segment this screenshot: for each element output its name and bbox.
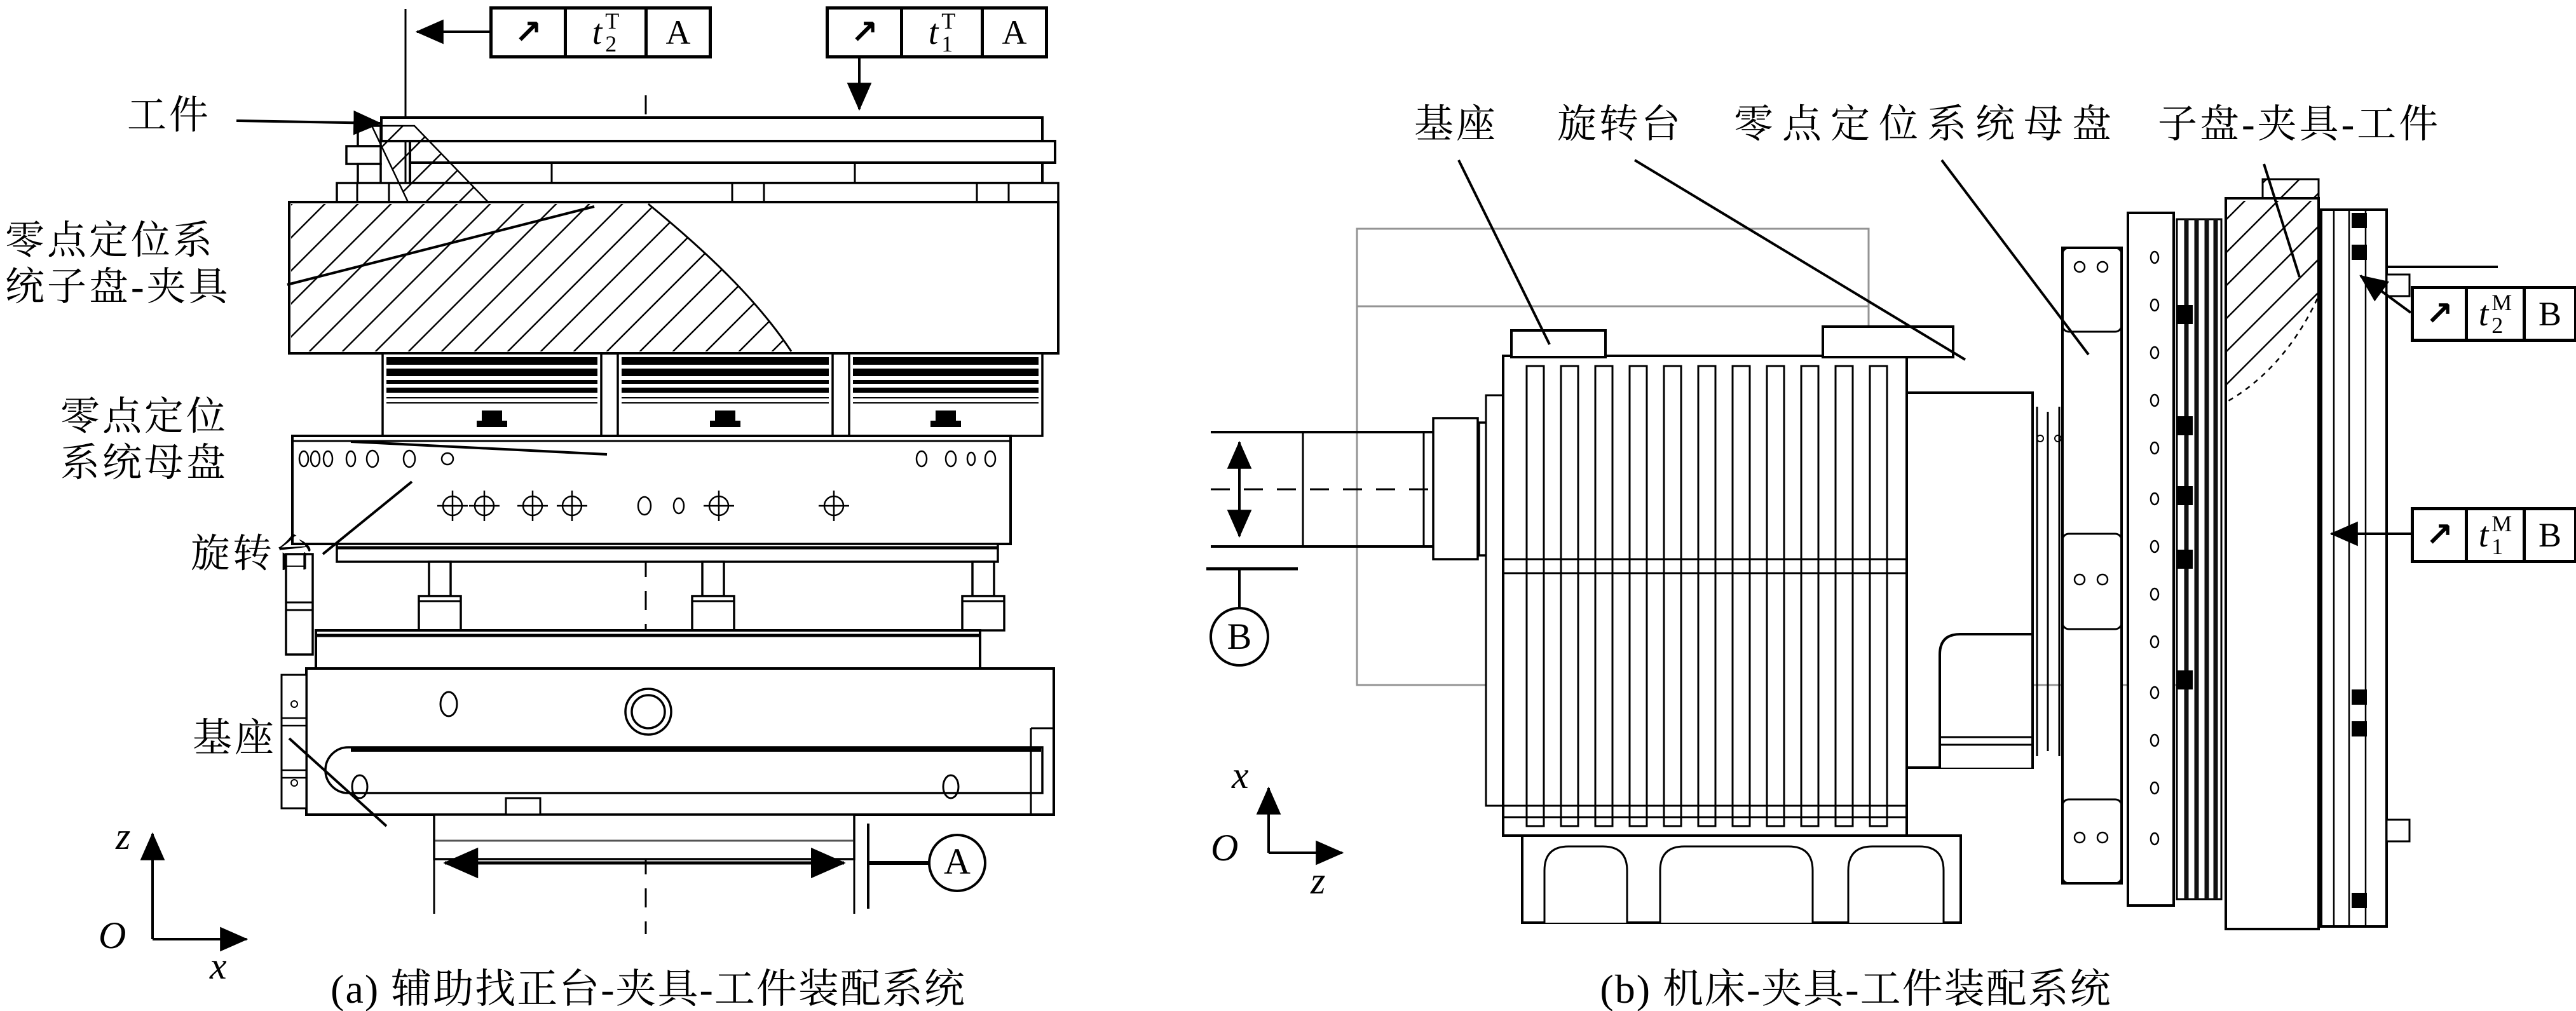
tolerance-t2M xyxy=(2468,289,2526,339)
tolerance-subscript: 1 xyxy=(2491,534,2504,559)
axis-z-label-b: z xyxy=(1311,860,1326,902)
axis-x-label-b: x xyxy=(1232,754,1249,796)
datum-label-B: B xyxy=(1227,616,1252,657)
coordinate-axes-b xyxy=(1269,788,1342,853)
master-plate-flange xyxy=(337,544,998,562)
label-base-b: 基座 xyxy=(1414,103,1499,146)
label-masterplate-b: 零点定位系统母盘 xyxy=(1734,103,2121,146)
tolerance-t2T xyxy=(567,10,648,55)
caption-panel-b: (b) 机床-夹具-工件装配系统 xyxy=(1600,967,2112,1011)
master-plate-b xyxy=(2062,248,2122,883)
dimension-and-datum-a xyxy=(434,815,985,914)
rotary-body-b xyxy=(1486,327,2061,923)
label-masterplate-a-line2: 系统母盘 xyxy=(60,442,229,485)
circular-runout-icon: ↗ xyxy=(829,10,903,55)
tolerance-t1M xyxy=(2468,510,2526,560)
tolerance-superscript: T xyxy=(605,8,620,34)
fcf-t1T xyxy=(826,6,1048,58)
axis-origin-label-b: O xyxy=(1211,827,1239,869)
circular-runout-icon: ↗ xyxy=(2414,510,2468,560)
fcf-t2T xyxy=(489,6,712,58)
datum-reference-B: B xyxy=(2538,516,2562,554)
fcf-t2M xyxy=(2411,286,2576,342)
tolerance-letter: t xyxy=(592,13,603,52)
datum-reference-A: A xyxy=(1002,13,1027,51)
circular-runout-icon: ↗ xyxy=(493,10,567,55)
label-subplate-b: 子盘-夹具-工件 xyxy=(2158,103,2441,146)
axis-origin-label-a: O xyxy=(99,914,126,956)
label-rotary-a: 旋转台 xyxy=(191,533,317,576)
coordinate-axes-a xyxy=(153,834,247,939)
label-subplate-a-line1: 零点定位系 xyxy=(5,219,215,262)
tolerance-superscript: M xyxy=(2491,511,2512,536)
circular-runout-icon: ↗ xyxy=(2414,289,2468,339)
label-base-a: 基座 xyxy=(193,717,277,760)
tolerance-superscript: T xyxy=(941,8,956,34)
panel-b-drawing xyxy=(1206,160,2498,929)
tolerance-letter: t xyxy=(928,13,939,52)
axis-x-label-a: x xyxy=(210,945,227,987)
tolerance-letter: t xyxy=(2478,294,2489,334)
label-rotary-b: 旋转台 xyxy=(1557,103,1684,146)
fcf-t1M xyxy=(2411,507,2576,563)
caption-panel-a: (a) 辅助找正台-夹具-工件装配系统 xyxy=(331,967,966,1011)
label-workpiece-a: 工件 xyxy=(127,94,212,137)
datum-reference-A: A xyxy=(665,13,691,51)
tolerance-subscript: 2 xyxy=(605,31,617,57)
base-block-a xyxy=(282,668,1054,815)
tolerance-subscript: 2 xyxy=(2491,313,2504,338)
clamp-modules xyxy=(383,353,1042,436)
datum-label-A: A xyxy=(944,841,971,882)
interface-column-b xyxy=(2128,213,2174,906)
tolerance-letter: t xyxy=(2478,515,2489,555)
datum-reference-B: B xyxy=(2538,295,2562,333)
axis-z-label-a: z xyxy=(116,815,131,857)
tolerance-superscript: M xyxy=(2491,290,2512,315)
tolerance-t1T xyxy=(903,10,984,55)
label-masterplate-a-line1: 零点定位 xyxy=(60,395,229,438)
panel-a-drawing xyxy=(153,9,1058,939)
tolerance-subscript: 1 xyxy=(941,31,953,57)
label-subplate-a-line2: 统子盘-夹具 xyxy=(5,266,231,309)
clamp-stripe-column-b xyxy=(2177,219,2221,899)
